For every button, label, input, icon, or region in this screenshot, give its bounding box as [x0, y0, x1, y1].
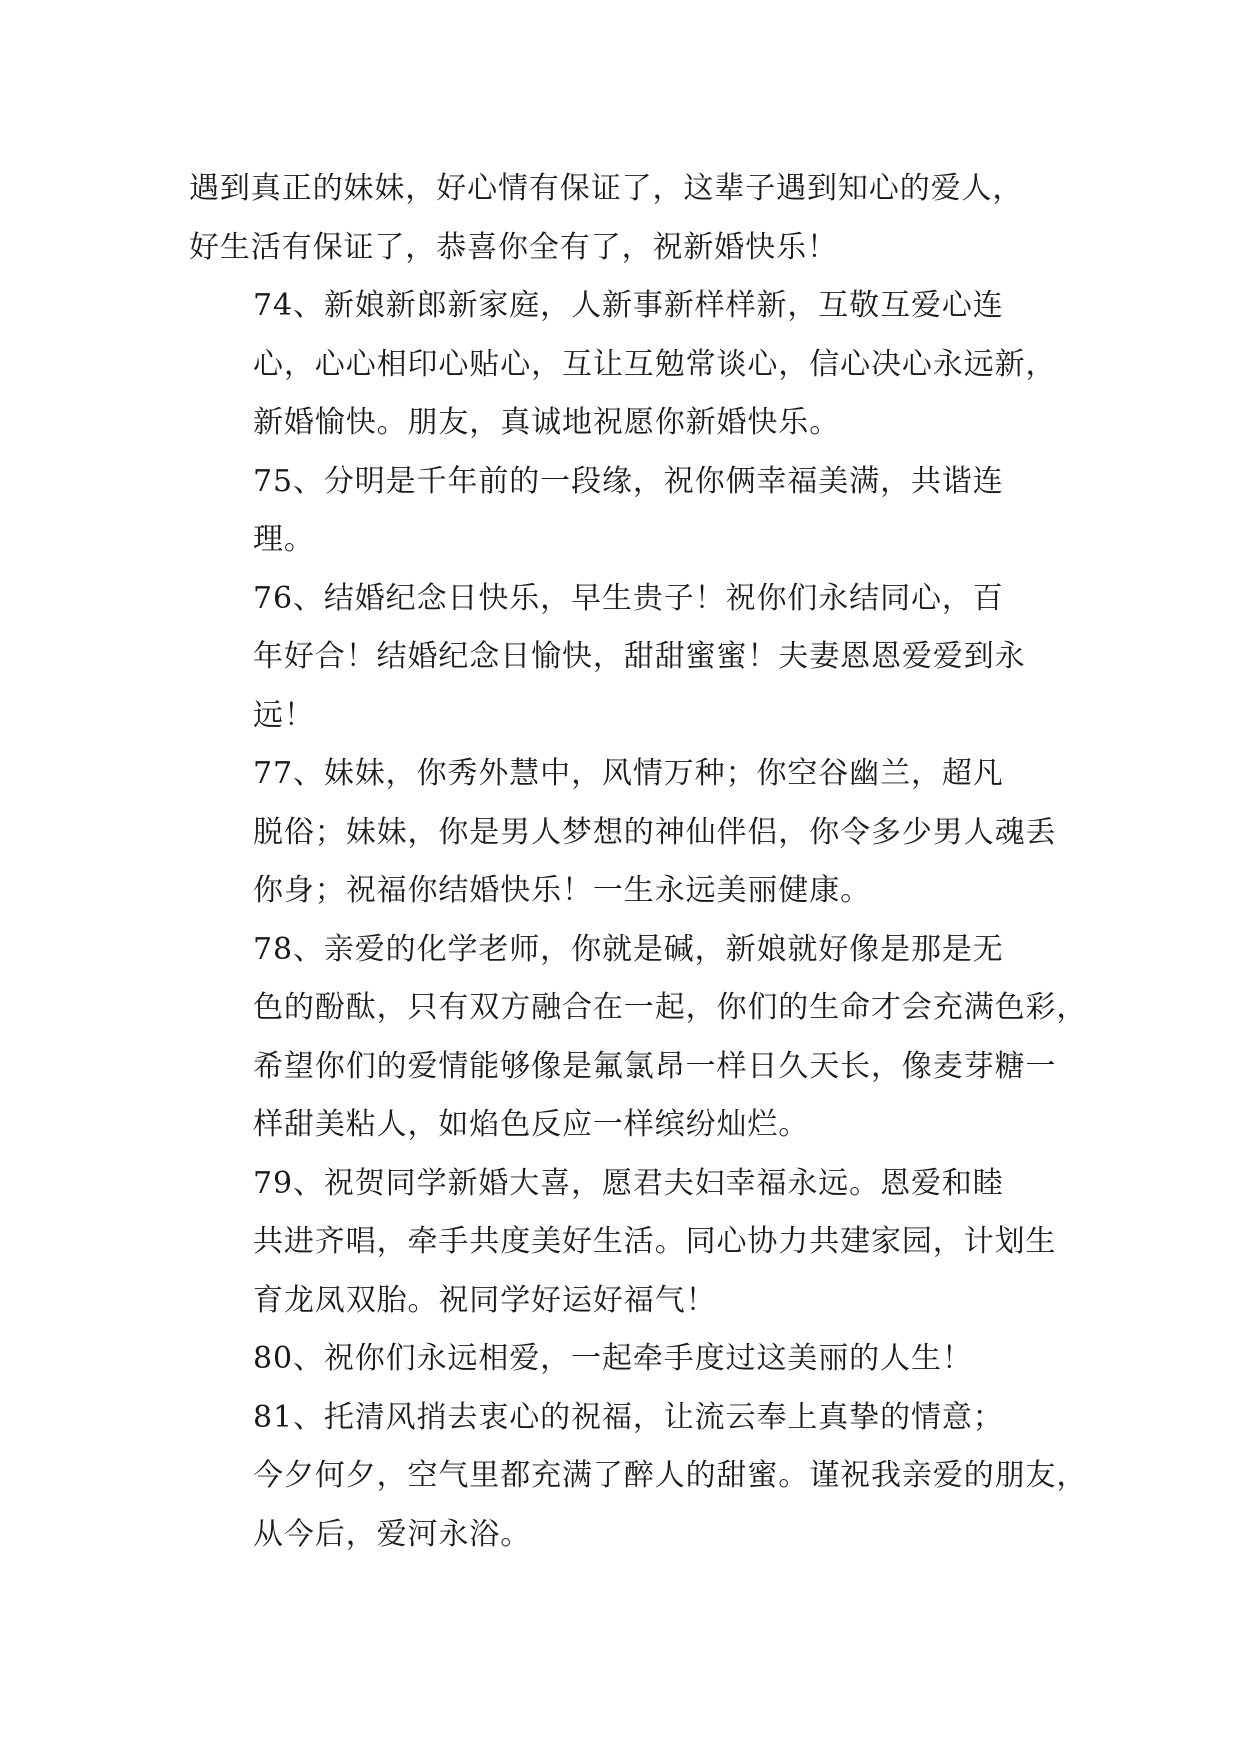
paragraph — [189, 277, 1057, 453]
text-line: 希望你们的爱情能够像是氟氯昂一样日久天长，像麦芽糖一 — [253, 1048, 1057, 1084]
paragraph — [189, 453, 1057, 570]
text-line: 79、祝贺同学新婚大喜，愿君夫妇幸福永远。恩爱和睦 — [253, 1165, 1004, 1201]
text-line: 理。 — [253, 522, 315, 557]
text-line: 脱俗；妹妹，你是男人梦想的神仙伴侣，你令多少男人魂丢 — [253, 814, 1057, 850]
text-line: 心，心心相印心贴心，互让互勉常谈心，信心决心永远新， — [253, 346, 1057, 382]
text-line: 共进齐唱，牵手共度美好生活。同心协力共建家园，计划生 — [253, 1224, 1057, 1259]
text-line: 75、分明是千年前的一段缘，祝你俩幸福美满，共谐连 — [253, 463, 1004, 499]
paragraph — [189, 745, 1057, 921]
text-line: 76、结婚纪念日快乐，早生贵子！祝你们永结同心，百 — [253, 580, 1004, 616]
text-line: 样甜美粘人，如焰色反应一样缤纷灿烂。 — [253, 1107, 810, 1142]
text-line: 遇到真正的妹妹，好心情有保证了，这辈子遇到知心的爱人， — [189, 171, 1024, 206]
text-line: 从今后，爱河永浴。 — [253, 1516, 532, 1552]
text-line: 78、亲爱的化学老师，你就是碱，新娘就好像是那是无 — [253, 931, 1004, 967]
text-line: 今夕何夕，空气里都充满了醉人的甜蜜。谨祝我亲爱的朋友， — [253, 1458, 1088, 1493]
text-line: 远！ — [253, 697, 315, 733]
paragraph — [189, 1330, 1057, 1389]
text-line: 77、妹妹，你秀外慧中，风情万种；你空谷幽兰，超凡 — [253, 756, 1004, 791]
paragraph — [189, 160, 1057, 277]
text-line: 80、祝你们永远相爱，一起牵手度过这美丽的人生！ — [253, 1341, 973, 1376]
text-line: 好生活有保证了，恭喜你全有了，祝新婚快乐！ — [189, 229, 838, 265]
document-body — [189, 160, 1088, 1564]
text-line: 色的酚酞，只有双方融合在一起，你们的生命才会充满色彩， — [253, 990, 1088, 1025]
text-line: 育龙凤双胎。祝同学好运好福气！ — [253, 1282, 717, 1318]
paragraph — [189, 1155, 1057, 1331]
text-line: 新婚愉快。朋友，真诚地祝愿你新婚快乐。 — [253, 405, 841, 440]
text-line: 81、托清风捎去衷心的祝福，让流云奉上真挚的情意； — [253, 1399, 1004, 1435]
paragraph — [189, 921, 1088, 1155]
paragraph — [189, 1389, 1088, 1565]
paragraph — [189, 570, 1057, 746]
text-line: 你身；祝福你结婚快乐！一生永远美丽健康。 — [253, 873, 871, 908]
text-line: 年好合！结婚纪念日愉快，甜甜蜜蜜！夫妻恩恩爱爱到永 — [253, 639, 1026, 674]
text-line: 74、新娘新郎新家庭，人新事新样样新，互敬互爱心连 — [253, 288, 1004, 323]
